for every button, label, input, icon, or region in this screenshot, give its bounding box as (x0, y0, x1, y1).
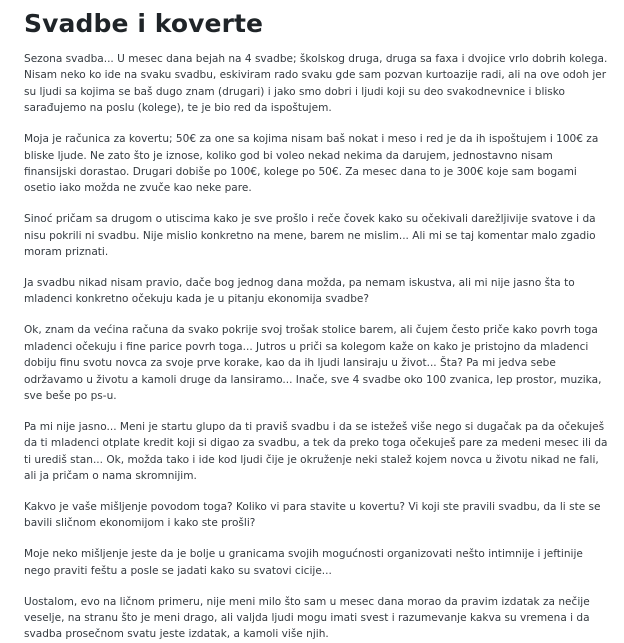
post-paragraph: Kakvo je vaše mišljenje povodom toga? Koliko vi para stavite u kovertu? Vi koji ste pravili svadbu, da li ste se bavili sličnom ekonomijom i kako ste prošli? (24, 500, 601, 530)
post-paragraph: Ok, znam da većina računa da svako pokrije svoj trošak stolice barem, ali čujem često priče kako povrh toga mladenci očekuju i fine parice povrh toga... Jutros u priči sa kolegom kaže on kako je pristojno da mladenci dobiju finu svotu novca za svoje prve korake, kao da ih ljudi lansiraju u život... Šta? Pa mi jedva sebe održavamo u životu a kamoli druge da lansiramo... Inače, sve 4 svadbe oko 100 zvanica, lep prostor, muzika, sve beše po ps-u. (24, 324, 602, 402)
post-paragraph: Moja je računica za kovertu; 50€ za one sa kojima nisam baš nokat i meso i red je da ih ispoštujem i 100€ za bliske ljude. Ne zato što je iznose, koliko god bi voleo nekad nekima da darujem, jednostavno nisam finansijski dorastao. Drugari dobiše po 100€, kolege po 50€. Za mesec dana to je 300€ koje sam bogami osetio iako možda ne zvuče kao neke pare. (24, 133, 599, 195)
post-paragraph: Pa mi nije jasno... Meni je startu glupo da ti praviš svadbu i da se istežeš više nego si dugačak pa da očekuješ da ti mladenci otplate kredit koji si digao za svadbu, a tek da preko toga očekuješ pare za medeni mesec ili da ti urediš stan... Ok, možda tako i ide kod ljudi čije je okruženje neki stalež kojem novca u životu nikad ne fali, ali ja pričam o nama skromnijim. (24, 420, 608, 483)
post-body (24, 51, 608, 643)
post-paragraph: Sezona svadba... U mesec dana bejah na 4 svadbe; školskog druga, druga sa faxa i dvojice vrlo dobrih kolega. Nisam neko ko ide na svaku svadbu, eskiviram rado svaku gde sam pozvan kurtoazije radi, ali na ove odoh jer su ljudi sa kojima se baš dugo znam (drugari) i jako smo dobri i ljudi koji su deo svakodnevnice i blisko sarađujemo na poslu (kolege), te je bio red da ispoštujem. (24, 53, 608, 115)
post-title: Svadbe i koverte (24, 9, 264, 38)
post-paragraph: Sinoć pričam sa drugom o utiscima kako je sve prošlo i reče čovek kako su očekivali darežljivije svatove i da nisu pokrili ni svadbu. Nije mislio konkretno na mene, barem ne mislim... Ali mi se taj komentar malo zgadio moram priznati. (24, 213, 596, 259)
post-paragraph: Ja svadbu nikad nisam pravio, dače bog jednog dana možda, pa nemam iskustva, ali mi nije jasno šta to mladenci konkretno očekuju kada je u pitanju ekonomija svadbe? (24, 276, 575, 306)
post-paragraph: Moje neko mišljenje jeste da je bolje u granicama svojih mogućnosti organizovati nešto intimnije i jeftinije nego praviti feštu a posle se jadati kako su svatovi cicije... (24, 548, 583, 577)
post-paragraph: Uostalom, evo na ličnom primeru, nije meni milo što sam u mesec dana morao da pravim izdatak za nečije veselje, na stranu što je meni drago, ali valjda ljudi mogu imati svest i razumevanje kakva su vremena i da svadba prosečnom svatu jeste izdatak, a kamoli više njih. (24, 595, 590, 641)
